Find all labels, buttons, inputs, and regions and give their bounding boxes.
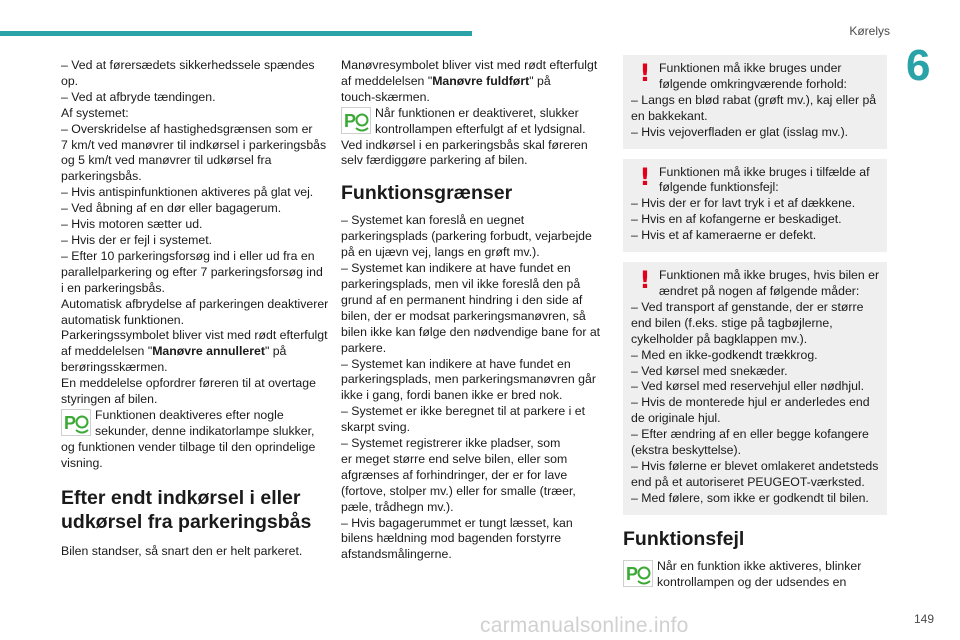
text-line: 7 km/t ved manøvrer til indkørsel i parkeringsbås bbox=[61, 137, 327, 152]
text-line: Parkeringssymbolet bliver vist med rødt efterfulgt bbox=[61, 328, 328, 343]
text-line: – Systemet registrerer ikke pladser, som bbox=[341, 436, 561, 451]
warning-line: – Ved kørsel med snekæder. bbox=[631, 363, 788, 378]
col2-text-b bbox=[341, 90, 603, 106]
warning-line: – Hvis en af kofangerne er beskadiget. bbox=[631, 212, 842, 227]
warning-head bbox=[631, 162, 879, 197]
parking-assist-icon bbox=[341, 107, 371, 134]
warning-head-line: følgende omkringværende forhold: bbox=[659, 76, 847, 91]
message-manoevre-annulleret: Manøvre annulleret bbox=[152, 344, 265, 359]
warning-head-line: følgende funktionsfejl: bbox=[659, 180, 779, 195]
text-line: parkere. bbox=[341, 340, 387, 355]
warning-head-line: Funktionen må ikke bruges, hvis bilen er bbox=[659, 268, 880, 283]
message-manoevre-fuldfoert: Manøvre fuldført bbox=[432, 73, 530, 88]
warning-line: de originale hjul. bbox=[631, 411, 721, 426]
col1-indicator-note: P Funktionen deaktiveres efter nogle sekunder, denne indikatorlampe slukker, bbox=[61, 408, 323, 440]
warning-head bbox=[631, 268, 879, 300]
heading-funktionsgraenser: Funktionsgrænser bbox=[341, 182, 513, 205]
text-line: – Hvis antispinfunktionen aktiveres på glat vej. bbox=[61, 185, 314, 200]
section-title: Kørelys bbox=[849, 24, 890, 38]
heading-funktionsfejl: Funktionsfejl bbox=[623, 527, 745, 550]
warning-line: – Ved kørsel med reservehjul eller nødhjul. bbox=[631, 379, 865, 394]
col1-text-b bbox=[61, 360, 323, 408]
col1-text-d bbox=[61, 544, 323, 560]
header-accent-bar bbox=[0, 31, 472, 36]
text-line: – Systemet kan foreslå en uegnet bbox=[341, 213, 525, 228]
warning-line: end bilen (f.eks. stige på tagbøjlerne, bbox=[631, 315, 833, 330]
svg-text:P: P bbox=[626, 563, 639, 584]
warning-head-line: ændret på nogen af følgende måder: bbox=[659, 283, 860, 298]
text-line: berøringsskærmen. bbox=[61, 360, 168, 375]
text-line: – Ved at afbryde tændingen. bbox=[61, 89, 216, 104]
text-line: Af systemet: bbox=[61, 105, 129, 120]
warning-line: en bakkekant. bbox=[631, 108, 708, 123]
text-line: op. bbox=[61, 73, 79, 88]
text-line: Manøvresymbolet bliver vist med rødt efterfulgt bbox=[341, 58, 598, 72]
warning-head-line: Funktionen må ikke bruges i tilfælde af bbox=[659, 164, 870, 179]
text-line: og funktionen vender tilbage til den oprindelige bbox=[61, 439, 316, 454]
text-line: Automatisk afbrydelse af parkeringen deaktiverer bbox=[61, 296, 329, 311]
warning-exclamation-icon: ! bbox=[639, 59, 651, 87]
text-line: – Efter 10 parkeringsforsøg ind i eller ud fra en bbox=[61, 248, 315, 263]
text-line: (fortove, stolper mv.) eller for smalle (træer, bbox=[341, 483, 576, 498]
text-line: En meddelelse opfordrer føreren til at overtage bbox=[61, 376, 316, 391]
warning-head bbox=[631, 61, 879, 93]
warning-exclamation-icon: ! bbox=[639, 266, 651, 295]
warning-line: – Med følere, som ikke er godkendt til bilen. bbox=[631, 490, 869, 505]
col3-indicator-note: P Når en funktion ikke aktiveres, blinker kontrollampen og der udsendes en bbox=[623, 559, 887, 591]
column-3 bbox=[623, 55, 887, 590]
col2-text-d bbox=[341, 213, 603, 563]
warning-boxes bbox=[623, 55, 887, 515]
parking-assist-icon bbox=[623, 560, 653, 587]
col2-message-line: af meddelelsen "Manøvre fuldført" på bbox=[341, 73, 551, 88]
column-2 bbox=[341, 58, 603, 563]
text-line: skarpt sving. bbox=[341, 420, 411, 435]
text-line: – Systemet er ikke beregnet til at parkere i et bbox=[341, 404, 586, 419]
text-line: – Ved åbning af en dør eller bagagerum. bbox=[61, 201, 282, 216]
col2-text-c bbox=[341, 138, 603, 170]
text-line: selv færdiggøre parkering af bilen. bbox=[341, 153, 528, 168]
warning-box bbox=[623, 55, 887, 149]
svg-text:P: P bbox=[344, 110, 357, 131]
col2-text-a bbox=[341, 58, 603, 74]
warning-line: cykelholder på bagklappen mv.). bbox=[631, 331, 808, 346]
text-line: parallelparkering og efter 7 parkeringsforsøg ind bbox=[61, 264, 323, 279]
text-line: visning. bbox=[61, 455, 103, 470]
text-line: bilen ikke kan følge den nødvendige bane for at bbox=[341, 324, 601, 339]
text-line: parkeringsplads, men parkeringsmanøvren går bbox=[341, 372, 596, 387]
text-line: Bilen standser, så snart den er helt parkeret. bbox=[61, 543, 303, 558]
warning-line: – Hvis et af kameraerne er defekt. bbox=[631, 228, 817, 243]
parking-assist-icon bbox=[61, 409, 91, 436]
page-number: 149 bbox=[913, 612, 934, 626]
col1-message-line: af meddelelsen "Manøvre annulleret" på bbox=[61, 344, 287, 359]
text-line: styringen af bilen. bbox=[61, 392, 158, 407]
text-line: – Systemet kan indikere at have fundet en bbox=[341, 261, 571, 276]
text-line: på en ujævn vej, langs en grøft mv.). bbox=[341, 245, 540, 260]
warning-exclamation-icon: ! bbox=[639, 162, 651, 191]
warning-line: – Hvis vejoverfladen er glat (isslag mv.). bbox=[631, 124, 849, 139]
col2-indicator-note: P Når funktionen er deaktiveret, slukker kontrollampen efterfulgt af et lydsignal. bbox=[341, 106, 603, 138]
text-line: og 5 km/t ved manøvrer til udkørsel fra bbox=[61, 153, 272, 168]
text-line: ikke i gang, fordi banen ikke er bred nok. bbox=[341, 388, 563, 403]
warning-box bbox=[623, 159, 887, 253]
text-line: pæle, trådhegn mv.). bbox=[341, 499, 454, 514]
chapter-number: 6 bbox=[906, 41, 931, 90]
text-line: afstandsmålingerne. bbox=[341, 547, 452, 562]
text-line: automatisk funktionen. bbox=[61, 312, 185, 327]
text-line: Ved indkørsel i en parkeringsbås skal føreren bbox=[341, 137, 588, 152]
text-line: – Ved at førersædets sikkerhedssele spændes bbox=[61, 58, 315, 72]
text-line: – Hvis bagagerummet er tungt læsset, kan bbox=[341, 515, 573, 530]
warning-line: end på et autoriseret PEUGEOT-værksted. bbox=[631, 474, 865, 489]
text-line: parkeringsbås. bbox=[61, 169, 142, 184]
column-1 bbox=[61, 58, 329, 559]
warning-line: – Efter ændring af en eller begge kofangere bbox=[631, 427, 869, 442]
text-line: bilens hældning mod bagenden forstyrre bbox=[341, 531, 562, 546]
text-line: – Hvis motoren sætter ud. bbox=[61, 217, 203, 232]
text-line: bilen, der er modsat parkeringsmanøvren, så bbox=[341, 308, 586, 323]
text-line: i en parkeringsbås. bbox=[61, 280, 165, 295]
warning-line: – Hvis de monterede hjul er anderledes end bbox=[631, 395, 870, 410]
text-line: touch-skærmen. bbox=[341, 89, 430, 104]
warning-line: – Med en ikke-godkendt trækkrog. bbox=[631, 347, 818, 362]
heading-efter-endt-indkoersel: Efter endt indkørsel i eller udkørsel fra parkeringsbås bbox=[61, 486, 312, 533]
col1-text-a bbox=[61, 58, 329, 344]
text-line: afgrænses af forhindringer, der er for lave bbox=[341, 467, 568, 482]
warning-line: – Hvis følerne er blevet omlakeret andetsteds bbox=[631, 458, 879, 473]
text-line: grund af en permanent hindring i den side af bbox=[341, 292, 583, 307]
text-line: – Systemet kan indikere at have fundet en bbox=[341, 356, 571, 371]
warning-line: – Hvis der er for lavt tryk i et af dækkene. bbox=[631, 196, 856, 211]
warning-line: – Langs en blød rabat (grøft mv.), kaj eller på bbox=[631, 92, 877, 107]
warning-box bbox=[623, 262, 887, 515]
text-line: – Overskridelse af hastighedsgrænsen som er bbox=[61, 121, 313, 136]
text-line: – Hvis der er fejl i systemet. bbox=[61, 232, 213, 247]
warning-head-line: Funktionen må ikke bruges under bbox=[659, 61, 842, 75]
warning-line: (ekstra beskyttelse). bbox=[631, 443, 742, 458]
warning-line: – Ved transport af genstande, der er større bbox=[631, 299, 864, 314]
watermark: carmanualsonline.info bbox=[480, 614, 689, 637]
text-line: er meget større end selve bilen, eller som bbox=[341, 451, 568, 466]
col1-text-c bbox=[61, 440, 323, 472]
text-line: parkeringsplads, men vil ikke foreslå den på bbox=[341, 276, 581, 291]
svg-text:P: P bbox=[64, 412, 77, 433]
text-line: parkeringsplads (parkering forbudt, vejarbejde bbox=[341, 229, 592, 244]
